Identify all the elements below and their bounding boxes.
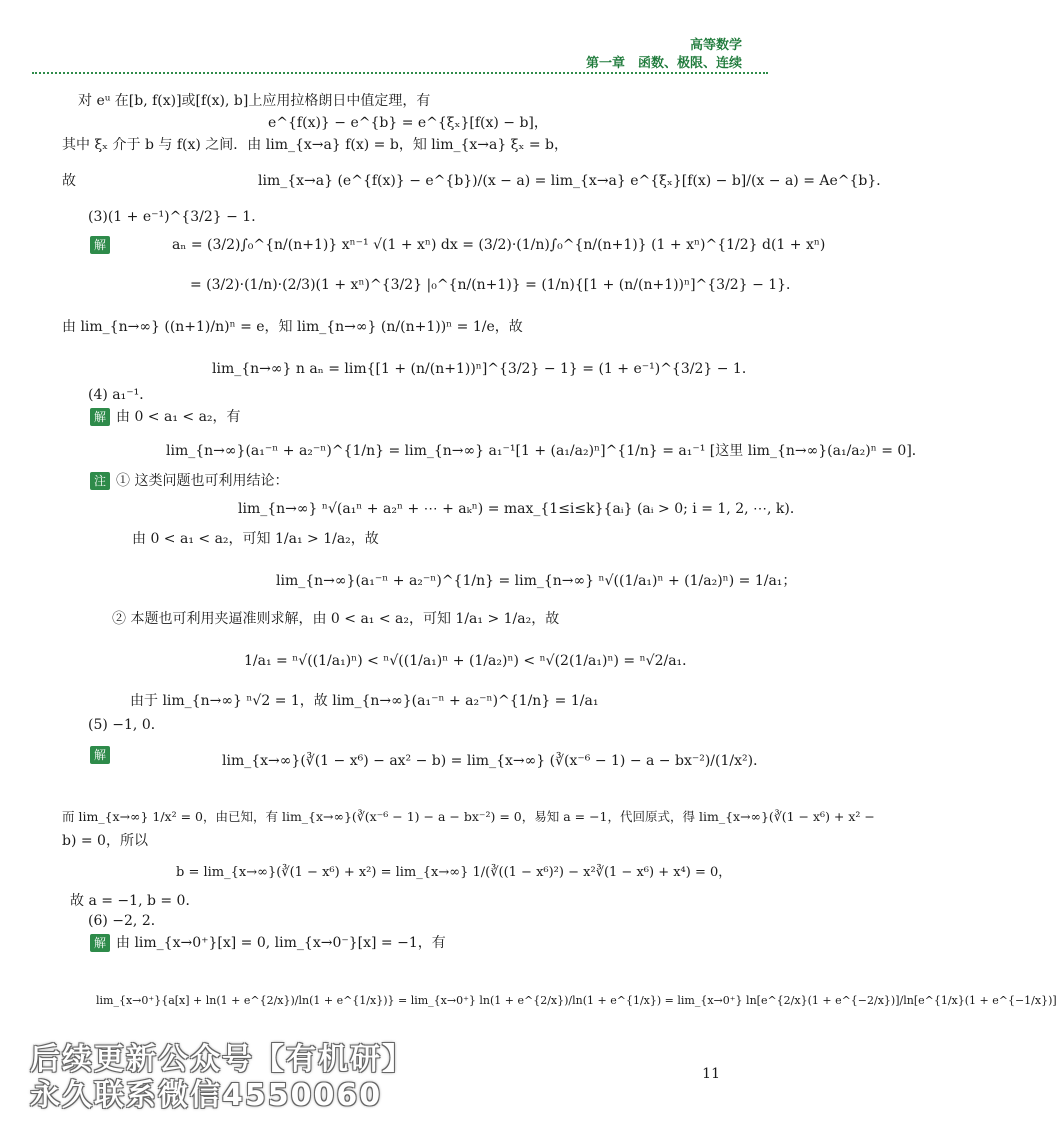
formula-line: lim_{x→0⁺}{a[x] + ln(1 + e^{2/x})/ln(1 + e^{1/x})} = lim_{x→0⁺} ln(1 + e^{2/x})/ln(1 + e^{1/x}) = lim_{x→0⁺} ln[e^{2/x}(1 + e^{−2/x})]/ln[e^{1/x}(1 + e^{−1/x})] [96,994,1057,1007]
answer-heading: (6) −2, 2． [88,913,165,929]
solution-tag: 解 [90,236,110,254]
formula-line: = (3/2)·(1/n)·(2/3)(1 + xⁿ)^{3/2} |₀^{n/(n+1)} = (1/n){[1 + (n/(n+1))ⁿ]^{3/2} − 1}． [190,277,801,293]
answer-heading: (4) a₁⁻¹． [88,387,154,403]
solution-tag: 解 [90,746,110,764]
answer-heading: (3)(1 + e⁻¹)^{3/2} − 1． [88,209,266,225]
text-line: 由 lim_{n→∞} ((n+1)/n)ⁿ = e，知 lim_{n→∞} (n/(n+1))ⁿ = 1/e，故 [62,319,523,335]
formula-line: lim_{n→∞} ⁿ√(a₁ⁿ + a₂ⁿ + ⋯ + aₖⁿ) = max_{1≤i≤k}{aᵢ} (aᵢ > 0; i = 1, 2, ⋯, k)． [238,501,804,517]
book-title: 高等数学 [689,38,742,53]
formula-line: lim_{x→∞}(∛(1 − x⁶) − ax² − b) = lim_{x→∞} (∛(x⁻⁶ − 1) − a − bx⁻²)/(1/x²)． [222,753,768,769]
formula-line: lim_{n→∞} n aₙ = lim{[1 + (n/(n+1))ⁿ]^{3/2} − 1} = (1 + e⁻¹)^{3/2} − 1． [212,361,756,377]
watermark-line-1: 后续更新公众号【有机研】 [30,1042,414,1077]
text-line: 由 0 < a₁ < a₂，有 [116,409,241,425]
text-line: 其中 ξₓ 介于 b 与 f(x) 之间．由 lim_{x→a} f(x) = b，知 lim_{x→a} ξₓ = b， [62,137,568,153]
text-line: b) = 0，所以 [62,833,148,849]
formula-line: 1/a₁ = ⁿ√((1/a₁)ⁿ) < ⁿ√((1/a₁)ⁿ + (1/a₂)ⁿ) < ⁿ√(2(1/a₁)ⁿ) = ⁿ√2/a₁． [244,653,697,669]
formula-line: b = lim_{x→∞}(∛(1 − x⁶) + x²) = lim_{x→∞} 1/(∛((1 − x⁶)²) − x²∛(1 − x⁶) + x⁴) = 0， [176,865,732,880]
formula-line: lim_{n→∞}(a₁⁻ⁿ + a₂⁻ⁿ)^{1/n} = lim_{n→∞} a₁⁻¹[1 + (a₁/a₂)ⁿ]^{1/n} = a₁⁻¹ [这里 lim_{n→∞}(a₁/a₂)ⁿ = 0]． [166,443,926,459]
text-line: 故 a = −1, b = 0． [70,893,200,909]
note-tag: 注 [90,472,110,490]
text-line: ① 这类问题也可利用结论： [116,473,289,489]
text-line: 而 lim_{x→∞} 1/x² = 0，由已知，有 lim_{x→∞}(∛(x⁻⁶ − 1) − a − bx⁻²) = 0，易知 a = −1，代回原式，得 lim_{x→∞}(∛(1 − x⁶) + x² − [62,809,875,824]
chapter-title: 第一章 函数、极限、连续 [585,56,742,71]
text-line: 故 [62,173,76,189]
answer-heading: (5) −1, 0． [88,717,165,733]
formula-line: aₙ = (3/2)∫₀^{n/(n+1)} xⁿ⁻¹ √(1 + xⁿ) dx = (3/2)·(1/n)∫₀^{n/(n+1)} (1 + xⁿ)^{1/2} d(1 + xⁿ) [172,237,826,253]
formula-line: lim_{x→a} (e^{f(x)} − e^{b})/(x − a) = lim_{x→a} e^{ξₓ}[f(x) − b]/(x − a) = Ae^{b}． [258,173,891,189]
text-line: 由 lim_{x→0⁺}[x] = 0, lim_{x→0⁻}[x] = −1，有 [116,935,446,951]
text-line: ② 本题也可利用夹逼准则求解，由 0 < a₁ < a₂，可知 1/a₁ > 1/a₂，故 [112,611,560,627]
header-rule [32,72,768,74]
text-line: 由 0 < a₁ < a₂，可知 1/a₁ > 1/a₂，故 [132,531,379,547]
formula-line: lim_{n→∞}(a₁⁻ⁿ + a₂⁻ⁿ)^{1/n} = lim_{n→∞} ⁿ√((1/a₁)ⁿ + (1/a₂)ⁿ) = 1/a₁； [276,573,797,589]
page-number: 11 [702,1066,720,1082]
formula-line: e^{f(x)} − e^{b} = e^{ξₓ}[f(x) − b]， [268,115,548,131]
text-line: 由于 lim_{n→∞} ⁿ√2 = 1，故 lim_{n→∞}(a₁⁻ⁿ + a₂⁻ⁿ)^{1/n} = 1/a₁ [130,693,599,709]
text-line: 对 eᵘ 在[b, f(x)]或[f(x), b]上应用拉格朗日中值定理，有 [78,93,431,109]
watermark-line-2: 永久联系微信4550060 [30,1078,383,1113]
solution-tag: 解 [90,934,110,952]
solution-tag: 解 [90,408,110,426]
